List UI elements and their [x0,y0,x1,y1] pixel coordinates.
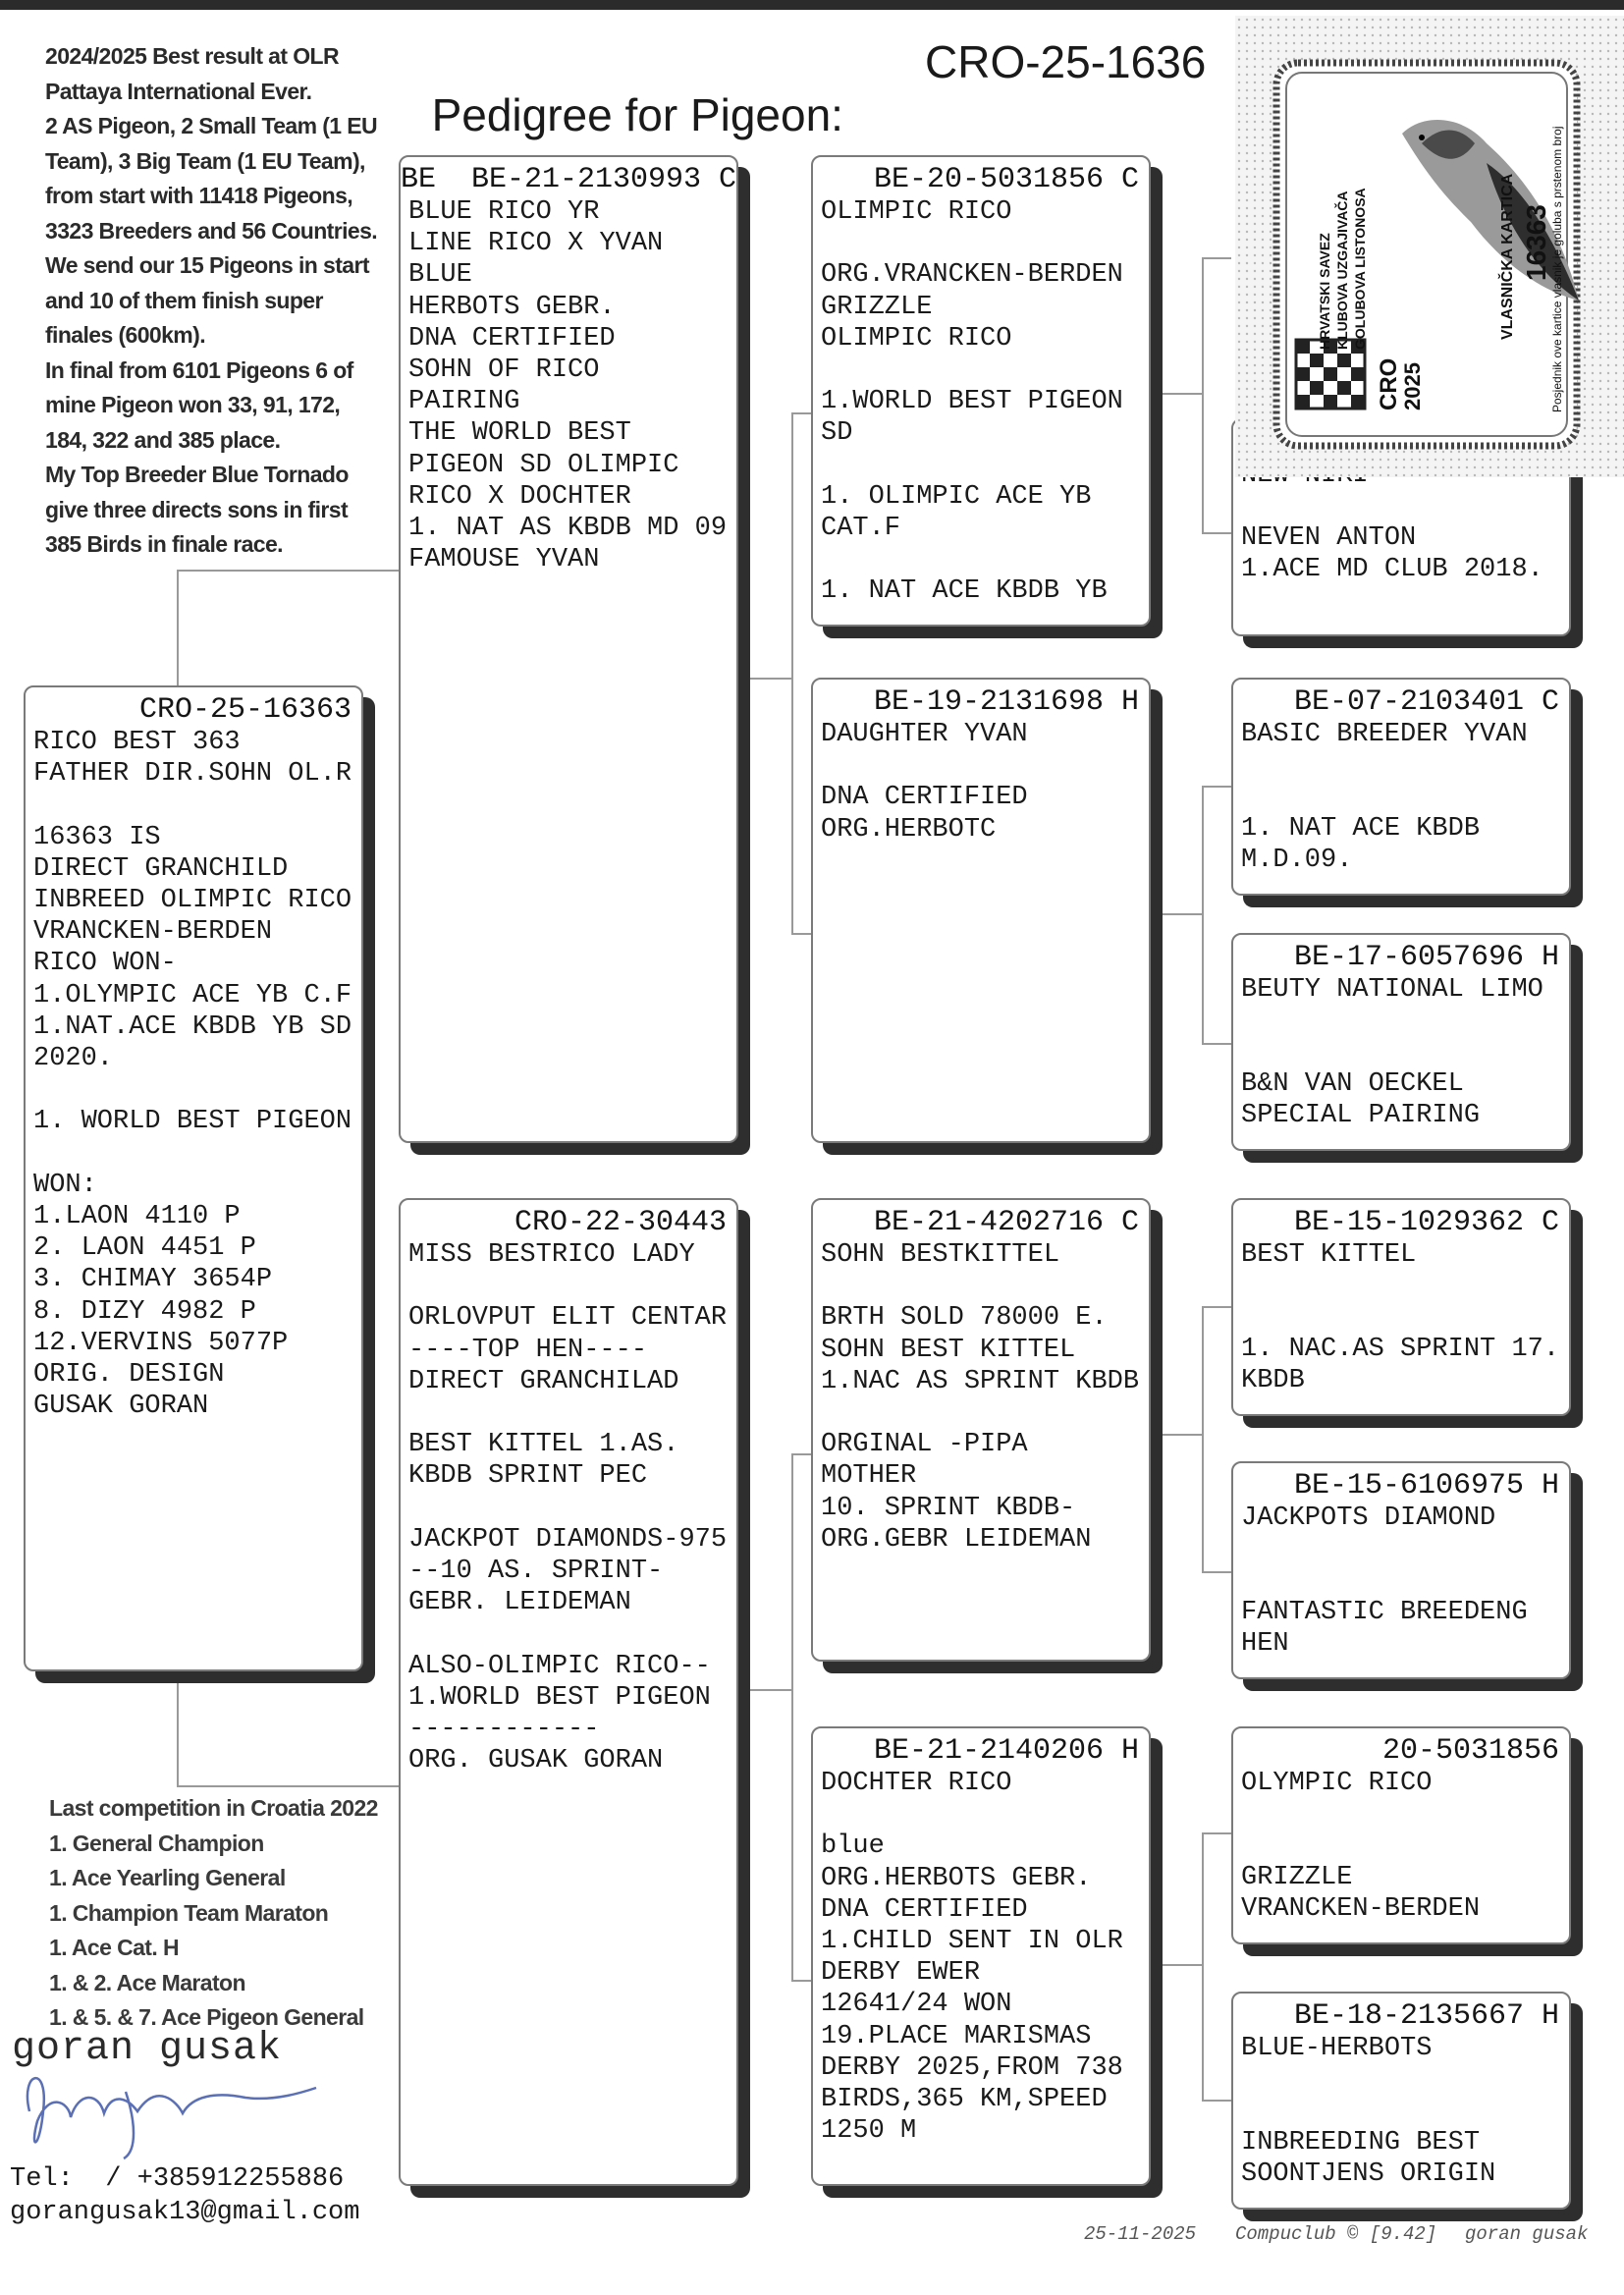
connector-line [1202,2100,1231,2102]
ring-number: BE-17-6057696 H [1293,941,1559,974]
intro-line: 2024/2025 Best result at OLR [45,43,339,69]
ring-number: BE-21-4202716 C [873,1206,1139,1239]
pedigree-card-dam-dam[interactable] [811,1726,1151,2186]
pedigree-line: OLIMPIC RICO [821,323,1012,354]
pedigree-line: ORLOVPUT ELIT CENTAR [408,1303,728,1334]
footer-owner: goran gusak [1465,2223,1589,2245]
pedigree-line: 3. CHIMAY 3654P [33,1265,273,1295]
pedigree-line: 8. DIZY 4982 P [33,1296,256,1327]
connector-line [1202,786,1231,788]
pedigree-line: 1250 M [821,2116,917,2147]
pedigree-line: BLUE [408,260,472,291]
pedigree-card-dam-dam-dam[interactable] [1231,1992,1571,2210]
pedigree-line: BEST KITTEL 1.AS. [408,1430,679,1460]
pedigree-line: OLYMPIC RICO [1241,1769,1433,1798]
connector-line [791,412,811,414]
pedigree-line: NEVEN ANTON [1241,523,1417,553]
connector-line [791,1453,793,1982]
pedigree-line: FANTASTIC BREEDENG [1241,1598,1528,1627]
pedigree-line: BLUE RICO YR [408,197,600,227]
pedigree-line: 1.LAON 4110 P [33,1202,241,1231]
competition-line: 1. General Champion [49,1830,264,1856]
connector-line [1202,1306,1231,1308]
pedigree-line: 1.NAT.ACE KBDB YB SD [33,1011,352,1042]
pedigree-line: 16363 IS [33,822,161,852]
ring-number: BE-20-5031856 C [873,163,1139,196]
pedigree-line: SOONTJENS ORIGIN [1241,2159,1496,2189]
pedigree-line: 12.VERVINS 5077P [33,1328,289,1358]
pedigree-card-dam-sire-dam[interactable] [1231,1461,1571,1679]
scan-top-edge [0,0,1624,10]
pedigree-line: HEN [1241,1629,1289,1659]
pedigree-line: 1.WORLD BEST PIGEON [821,387,1123,417]
pedigree-line: DERBY EWER [821,1958,981,1989]
pedigree-line: DOCHTER RICO [821,1769,1012,1798]
pedigree-line: ORG. GUSAK GORAN [408,1746,664,1776]
connector-line [738,1689,791,1691]
intro-line: finales (600km). [45,322,205,348]
connector-line [177,1785,399,1787]
pedigree-line: WON: [33,1170,97,1200]
breeder-email: gorangusak13@gmail.com [10,2198,360,2227]
intro-line: My Top Breeder Blue Tornado [45,462,349,487]
ring-number: BE-21-2140206 H [873,1734,1139,1768]
pedigree-line: JACKPOT DIAMONDS-975 [408,1524,728,1555]
pedigree-line: 1. OLIMPIC ACE YB [821,481,1092,512]
pedigree-line: 1.NAC AS SPRINT KBDB [821,1366,1140,1396]
ring-number: 20-5031856 [1381,1734,1559,1768]
pedigree-line: 1.OLYMPIC ACE YB C.F [33,980,352,1011]
connector-line [177,1671,179,1787]
intro-notes [45,39,408,563]
competition-line: 1. & 2. Ace Maraton [49,1969,245,1995]
pedigree-line: DNA CERTIFIED [821,1894,1028,1925]
title-label: Pedigree for Pigeon: [431,89,843,140]
pedigree-line: M.D.09. [1241,846,1353,875]
connector-line [791,933,811,935]
pedigree-line: DNA CERTIFIED [821,783,1028,813]
connector-line [1151,1434,1202,1436]
pedigree-line: RICO X DOCHTER [408,481,631,512]
connector-line [791,412,793,933]
connector-line [1151,913,1202,915]
intro-line: give three directs sons in first [45,496,349,522]
connector-line [1151,393,1202,395]
pedigree-line: JACKPOTS DIAMOND [1241,1503,1496,1533]
pedigree-line: GUSAK GORAN [33,1392,209,1422]
connector-line [1202,1832,1231,1834]
connector-line [1202,1832,1204,2100]
pedigree-line: ORGINAL -PIPA [821,1430,1028,1460]
ring-number: BE BE-21-2130993 C [401,163,737,196]
pedigree-line: SOHN OF RICO [408,355,600,385]
pedigree-line: SPECIAL PAIRING [1241,1101,1481,1130]
ring-number: BE-15-1029362 C [1293,1206,1559,1239]
ring-number: BE-18-2135667 H [1293,1999,1559,2033]
competition-line: 1. Ace Yearling General [49,1865,286,1890]
pedigree-card-dam-dam-sire[interactable] [1231,1726,1571,1944]
pedigree-line: GRIZZLE [821,292,933,322]
connector-line [1202,257,1204,532]
pedigree-line: 2. LAON 4451 P [33,1233,256,1264]
sticker-federation-line-2: KLUBOVA UZGAJIVAČA [1334,191,1350,350]
ring-number: CRO-25-16363 [138,693,352,727]
pedigree-line: DAUGHTER YVAN [821,720,1028,749]
pedigree-line: BEST KITTEL [1241,1240,1417,1270]
pedigree-line: 1.ACE MD CLUB 2018. [1241,555,1543,584]
pedigree-line: 19.PLACE MARISMAS [821,2021,1092,2051]
competition-notes [49,1791,442,2036]
connector-line [791,1453,811,1455]
connector-line [1151,1964,1202,1966]
intro-line: Pattaya International Ever. [45,78,312,104]
sticker-country: CRO [1376,357,1402,410]
competition-line: Last competition in Croatia 2022 [49,1795,378,1821]
pedigree-line: GRIZZLE [1241,1863,1353,1892]
pedigree-line: FATHER DIR.SOHN OL.R [33,759,352,790]
intro-line: from start with 11418 Pigeons, [45,183,353,208]
pedigree-line: 1.CHILD SENT IN OLR [821,1927,1123,1956]
intro-line: In final from 6101 Pigeons 6 of [45,356,353,383]
pedigree-line: 1. NAC.AS SPRINT 17. [1241,1335,1560,1364]
pedigree-line: HERBOTS GEBR. [408,292,616,322]
pedigree-line: DERBY 2025,FROM 738 [821,2052,1123,2083]
pedigree-line: BASIC BREEDER YVAN [1241,720,1528,749]
pedigree-line: SOHN BESTKITTEL [821,1240,1060,1270]
intro-line: and 10 of them finish super [45,287,323,313]
intro-line: 3323 Breeders and 56 Countries. [45,217,378,244]
pedigree-line: ORG.HERBOTS GEBR. [821,1863,1092,1893]
pedigree-line: MISS BESTRICO LADY [408,1240,695,1270]
pedigree-line: DIRECT GRANCHILAD [408,1366,679,1396]
pedigree-line: ORIG. DESIGN [33,1360,225,1390]
ring-number: BE-15-6106975 H [1293,1469,1559,1503]
pedigree-card-dam[interactable] [399,1198,738,2186]
sticker-card-note: Posjednik ove kartice vlasnik je goluba s prstenom broj [1550,126,1564,412]
intro-line: 385 Birds in finale race. [45,531,283,557]
connector-line [1202,532,1231,534]
pedigree-line: RICO BEST 363 [33,728,241,757]
pedigree-line: BEUTY NATIONAL LIMO [1241,975,1543,1005]
breeder-name: goran gusak [12,2027,283,2071]
intro-line: Team), 3 Big Team (1 EU Team), [45,147,365,174]
pedigree-line: 1. NAT ACE KBDB YB [821,576,1108,607]
pedigree-line: 2020. [33,1044,114,1073]
pedigree-line: PAIRING [408,387,520,417]
pedigree-card-sire-sire[interactable] [811,155,1151,627]
pedigree-card-subject[interactable] [24,685,363,1671]
pedigree-card-dam-sire-sire[interactable] [1231,1198,1571,1416]
footer-software: Compuclub © [9.42] [1235,2223,1437,2245]
pedigree-line: ALSO-OLIMPIC RICO-- [408,1651,711,1681]
connector-line [738,678,791,680]
pedigree-line: VRANCKEN-BERDEN [33,917,273,948]
pedigree-line: ORG.VRANCKEN-BERDEN [821,260,1123,291]
pedigree-line: ORG.HERBOTC [821,814,997,845]
pedigree-line: RICO WON- [33,949,177,979]
pedigree-line: SOHN BEST KITTEL [821,1335,1076,1365]
pedigree-line: DNA CERTIFIED [408,323,616,354]
ring-number: BE-07-2103401 C [1293,685,1559,719]
sticker-year: 2025 [1400,362,1425,410]
pedigree-line: GEBR. LEIDEMAN [408,1588,631,1618]
pedigree-line: 1. NAT AS KBDB MD 09 [408,514,728,543]
sticker-federation-line-1: HRVATSKI SAVEZ [1317,233,1332,350]
connector-line [177,570,399,572]
pedigree-line: 1. NAT ACE KBDB [1241,814,1481,844]
pedigree-line: DIRECT GRANCHILD [33,853,289,884]
competition-line: 1. Champion Team Maraton [49,1899,329,1926]
sticker-card-title: VLASNIČKA KARTICA [1499,173,1516,340]
ring-number: CRO-22-30443 [514,1206,727,1239]
pedigree-line: VRANCKEN-BERDEN [1241,1894,1481,1924]
pedigree-line: MOTHER [821,1461,917,1492]
pedigree-line: BLUE-HERBOTS [1241,2034,1433,2063]
pedigree-line: 10. SPRINT KBDB- [821,1493,1076,1523]
pedigree-line: THE WORLD BEST [408,418,631,449]
pedigree-line: 1. WORLD BEST PIGEON [33,1107,352,1137]
pedigree-line: FAMOUSE YVAN [408,545,600,575]
ownership-card-sticker [1235,16,1624,477]
pedigree-line: --10 AS. SPRINT- [408,1557,664,1586]
connector-line [1202,1043,1231,1045]
pedigree-line: 12641/24 WON [821,1990,1012,2020]
breeder-phone: Tel: / +385912255886 [10,2164,345,2194]
competition-line: 1. & 5. & 7. Ace Pigeon General [49,2004,364,2030]
pedigree-line: BIRDS,365 KM,SPEED [821,2085,1108,2114]
pedigree-line: ------------ [408,1715,600,1744]
pedigree-card-sire-dam[interactable] [811,678,1151,1143]
intro-line: We send our 15 Pigeons in start [45,252,369,278]
pedigree-card-sire-dam-dam[interactable] [1231,933,1571,1151]
intro-line: mine Pigeon won 33, 91, 172, [45,392,341,417]
pedigree-line: B&N VAN OECKEL [1241,1069,1464,1099]
pedigree-line: CAT.F [821,514,901,543]
connector-line [1202,786,1204,1043]
pedigree-line: INBREEDING BEST [1241,2128,1481,2158]
pedigree-line: LINE RICO X YVAN [408,229,664,259]
connector-line [1202,1306,1204,1571]
pedigree-line: SD [821,418,853,449]
pedigree-line: BRTH SOLD 78000 E. [821,1303,1108,1334]
intro-line: 2 AS Pigeon, 2 Small Team (1 EU [45,113,378,138]
connector-line [791,1980,811,1982]
pedigree-line: INBREED OLIMPIC RICO [33,886,352,915]
footer-date: 25-11-2025 [1084,2223,1197,2245]
title-ring-number: CRO-25-1636 [925,36,1207,87]
pedigree-line: 1.WORLD BEST PIGEON [408,1682,711,1713]
pedigree-line: blue [821,1831,885,1862]
handwritten-signature [10,2052,324,2160]
ring-number: BE-19-2131698 H [873,685,1139,719]
pedigree-line: ----TOP HEN---- [408,1335,648,1365]
intro-line: 184, 322 and 385 place. [45,426,281,453]
pedigree-line: PIGEON SD OLIMPIC [408,450,679,480]
pedigree-card-dam-sire[interactable] [811,1198,1151,1662]
pedigree-line: KBDB SPRINT PEC [408,1461,648,1492]
competition-line: 1. Ace Cat. H [49,1935,179,1960]
connector-line [177,570,179,685]
pedigree-card-sire-dam-sire[interactable] [1231,678,1571,896]
pedigree-line: KBDB [1241,1366,1305,1395]
pedigree-line: OLIMPIC RICO [821,197,1012,227]
pedigree-card-sire[interactable] [399,155,738,1143]
connector-line [1202,257,1231,259]
sticker-federation-line-3: GOLUBOVA LISTONOSA [1352,188,1368,350]
pedigree-line: ORG.GEBR LEIDEMAN [821,1524,1092,1555]
connector-line [1202,1571,1231,1573]
sticker-ring-number: 16363 [1521,204,1551,281]
